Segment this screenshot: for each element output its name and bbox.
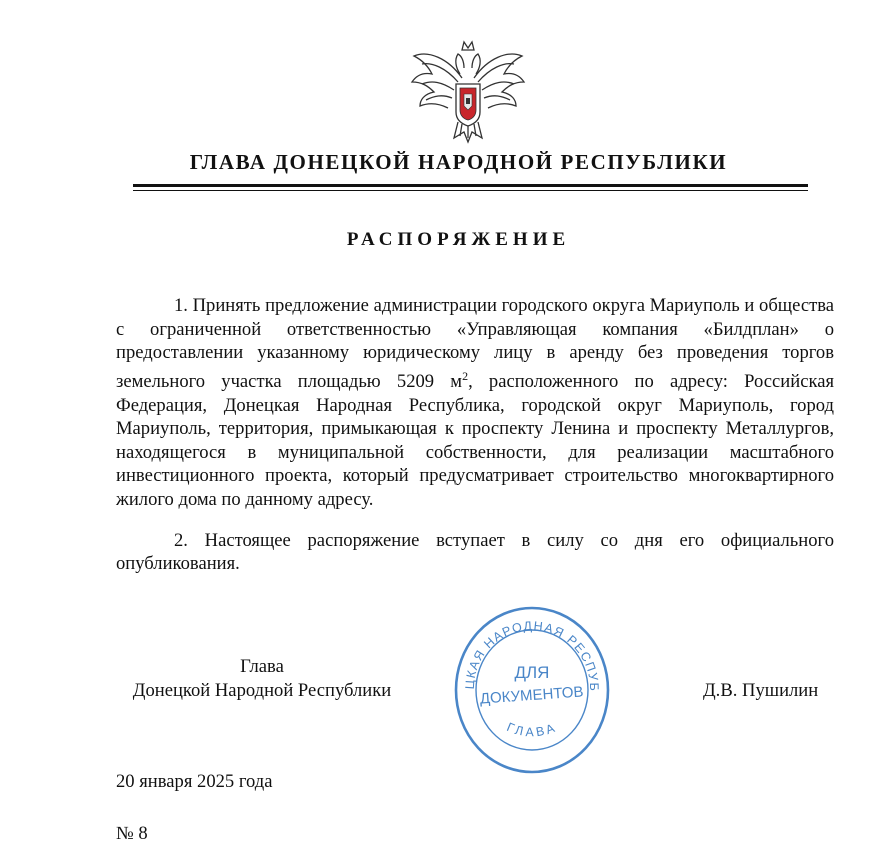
stamp-bottom-text: ГЛАВА	[504, 719, 560, 740]
stamp-center-line-2: ДОКУМЕНТОВ	[479, 683, 585, 708]
signature-title-line-2: Донецкой Народной Республики	[132, 679, 392, 701]
official-stamp	[452, 598, 612, 776]
stamp-ring-text: ЦКАЯ НАРОДНАЯ РЕСПУБ	[462, 618, 602, 693]
signatory-name: Д.В. Пушилин	[703, 680, 819, 701]
dpr-coat-of-arms-icon	[408, 38, 528, 146]
area-unit-superscript: 2	[462, 368, 469, 383]
stamp-center-line-1: ДЛЯ	[514, 663, 550, 682]
document-body	[116, 294, 834, 576]
document-heading: ГЛАВА ДОНЕЦКОЙ НАРОДНОЙ РЕСПУБЛИКИ	[189, 150, 728, 174]
signature-title-line-1: Глава	[240, 656, 284, 677]
paragraph-1-rest: , расположенного по адресу: Российская Федерация, Донецкая Народная Республика, городской округ Мариуполь, город Мариуполь, территория, примыкающая к проспекту Ленина и проспекту Металлургов, находящегося в муниципальной собственности, для реализации масштабного инвестиционного проекта, который предусматривает строительство многоквартирного жилого дома по данному адресу.	[116, 370, 834, 510]
heading-rule-thin	[133, 190, 808, 191]
document-type: РАСПОРЯЖЕНИЕ	[346, 229, 571, 250]
paragraph-1-text: 1. Принять предложение администрации городского округа Мариуполь и общества с ограниченной ответственностью «Управляющая компания «Билдплан» о предоставлении указанному юридическому лицу в аренду без проведения торгов земельного участка площадью 5209 м	[116, 295, 834, 392]
signature-title	[116, 655, 408, 702]
svg-text:ГЛАВА	[505, 720, 560, 739]
document-date: 20 января 2025 года	[116, 771, 273, 792]
paragraph-1	[116, 294, 834, 512]
paragraph-2: 2. Настоящее распоряжение вступает в силу со дня его официального опубликования.	[116, 529, 834, 575]
document-number: № 8	[116, 823, 148, 844]
heading-rule-thick	[133, 184, 808, 187]
